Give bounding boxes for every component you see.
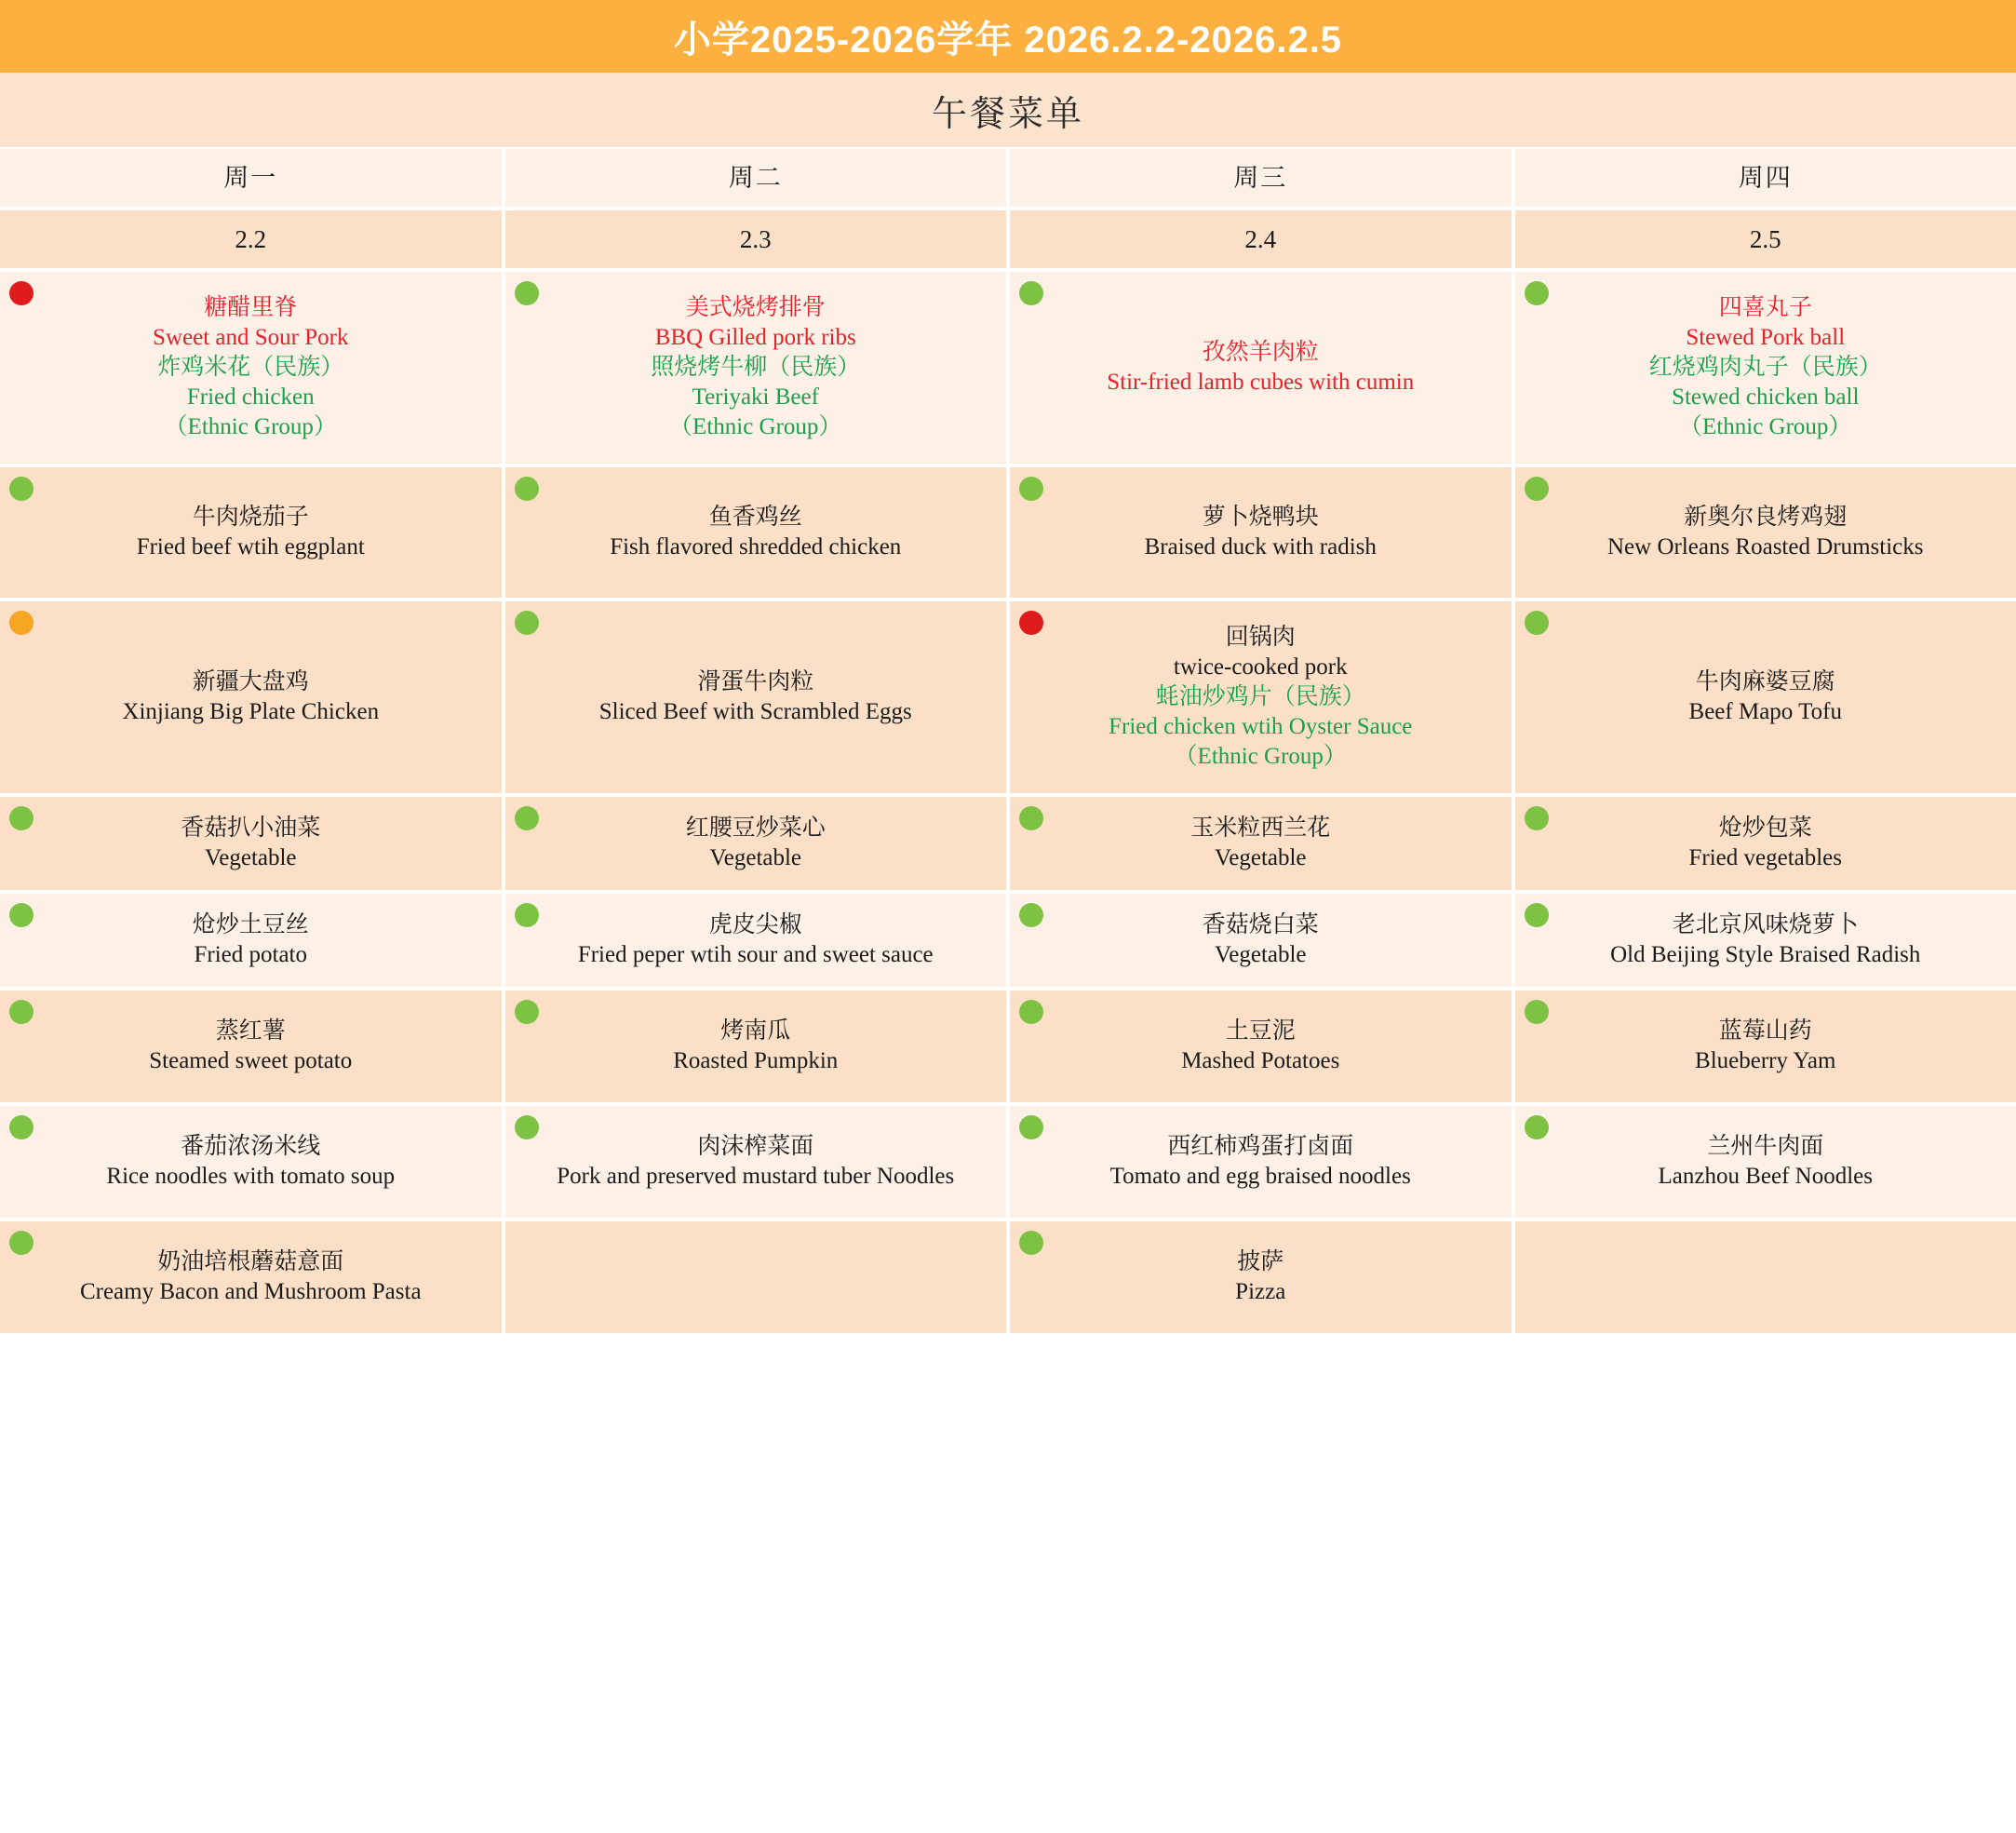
spice-indicator-dot: [9, 1115, 34, 1139]
dish-line: 番茄浓汤米线: [181, 1134, 321, 1159]
dish-line: Vegetable: [1214, 845, 1307, 870]
dish-line: 土豆泥: [1225, 1018, 1296, 1044]
dish-line: BBQ Gilled pork ribs: [654, 325, 856, 350]
menu-cell: [505, 797, 1007, 890]
menu-cell: [1010, 797, 1512, 890]
dish-line: twice-cooked pork: [1173, 654, 1348, 680]
dish-line: Fried beef wtih eggplant: [136, 534, 365, 559]
dish-line: Teriyaki Beef: [692, 384, 819, 410]
spice-indicator-dot: [1019, 477, 1043, 501]
dish-line: 披萨: [1237, 1249, 1284, 1274]
dish-line: 香菇烧白菜: [1202, 912, 1319, 937]
dish-line: Mashed Potatoes: [1181, 1048, 1340, 1073]
spice-indicator-dot: [515, 611, 539, 635]
menu-cell: [0, 1106, 502, 1218]
dish-line: 蓝莓山药: [1718, 1018, 1812, 1044]
dish-line: 回锅肉: [1225, 625, 1296, 650]
dish-line: 新疆大盘鸡: [192, 669, 309, 694]
menu-subtitle: 午餐菜单: [0, 73, 2016, 149]
menu-cell: [1010, 467, 1512, 598]
dish-line: 西红柿鸡蛋打卤面: [1167, 1134, 1354, 1159]
dish-line: 兰州牛肉面: [1707, 1134, 1824, 1159]
dish-line: 炝炒包菜: [1718, 815, 1812, 841]
dish-line: Braised duck with radish: [1144, 534, 1377, 559]
spice-indicator-dot: [1525, 1115, 1549, 1139]
dish-line: 牛肉烧茄子: [192, 505, 309, 530]
dish-line: 孜然羊肉粒: [1202, 340, 1319, 365]
menu-cell: [1010, 894, 1512, 987]
dish-line: Fried potato: [194, 942, 307, 967]
menu-cell: [0, 467, 502, 598]
dish-line: Sweet and Sour Pork: [153, 325, 349, 350]
dish-line: Fried chicken: [186, 384, 315, 410]
dish-line: 虎皮尖椒: [708, 912, 802, 937]
dish-line: 炸鸡米花（民族）: [157, 355, 344, 380]
dish-line: 四喜丸子: [1718, 295, 1812, 320]
dish-line: Fried chicken wtih Oyster Sauce: [1109, 714, 1413, 739]
menu-cell: [1515, 991, 2016, 1102]
spice-indicator-dot: [1525, 806, 1549, 830]
menu-cell: [505, 894, 1007, 987]
dish-line: 老北京风味烧萝卜: [1672, 912, 1859, 937]
menu-cell: [1515, 797, 2016, 890]
dish-line: Roasted Pumpkin: [673, 1048, 839, 1073]
spice-indicator-dot: [515, 477, 539, 501]
menu-cell: [1010, 272, 1512, 464]
spice-indicator-dot: [515, 806, 539, 830]
dish-line: Stewed Pork ball: [1686, 325, 1846, 350]
dish-line: Lanzhou Beef Noodles: [1658, 1164, 1873, 1189]
dish-line: 肉沫榨菜面: [697, 1134, 814, 1159]
spice-indicator-dot: [9, 806, 34, 830]
dish-line: Sliced Beef with Scrambled Eggs: [598, 699, 912, 724]
menu-cell: [505, 1106, 1007, 1218]
dish-line: Tomato and egg braised noodles: [1109, 1164, 1411, 1189]
dish-line: 红腰豆炒菜心: [685, 815, 826, 841]
dish-line: 炝炒土豆丝: [192, 912, 309, 937]
day-header: 周二: [505, 149, 1007, 207]
dish-line: 照烧烤牛柳（民族）: [651, 355, 861, 380]
spice-indicator-dot: [1525, 281, 1549, 305]
dish-line: Old Beijing Style Braised Radish: [1610, 942, 1921, 967]
dish-line: 鱼香鸡丝: [708, 505, 802, 530]
menu-cell: [1515, 272, 2016, 464]
spice-indicator-dot: [1525, 477, 1549, 501]
menu-cell: [0, 1221, 502, 1333]
dish-line: 美式烧烤排骨: [685, 295, 826, 320]
dish-line: 奶油培根蘑菇意面: [157, 1249, 344, 1274]
dish-line: Stewed chicken ball: [1672, 384, 1860, 410]
day-header: 周四: [1515, 149, 2016, 207]
day-header: 周三: [1010, 149, 1512, 207]
dish-line: 蚝油炒鸡片（民族）: [1155, 684, 1365, 709]
dish-line: Vegetable: [709, 845, 802, 870]
dish-line: Xinjiang Big Plate Chicken: [122, 699, 380, 724]
spice-indicator-dot: [1019, 281, 1043, 305]
menu-cell: [505, 601, 1007, 793]
spice-indicator-dot: [1525, 1000, 1549, 1024]
spice-indicator-dot: [1019, 806, 1043, 830]
day-header: 周一: [0, 149, 502, 207]
date-header: 2.5: [1515, 210, 2016, 268]
dish-line: Pork and preserved mustard tuber Noodles: [557, 1164, 955, 1189]
spice-indicator-dot: [1019, 611, 1043, 635]
dish-line: （Ethnic Group）: [1679, 414, 1852, 439]
dish-line: （Ethnic Group）: [1174, 744, 1347, 769]
dish-line: Rice noodles with tomato soup: [106, 1164, 396, 1189]
menu-cell: [1010, 601, 1512, 793]
menu-cell: [1010, 1106, 1512, 1218]
date-header: 2.3: [505, 210, 1007, 268]
dish-line: 萝卜烧鸭块: [1202, 505, 1319, 530]
dish-line: Beef Mapo Tofu: [1688, 699, 1842, 724]
spice-indicator-dot: [1019, 903, 1043, 927]
date-header: 2.2: [0, 210, 502, 268]
dish-line: 蒸红薯: [215, 1018, 286, 1044]
spice-indicator-dot: [1525, 903, 1549, 927]
dish-line: 烤南瓜: [720, 1018, 791, 1044]
spice-indicator-dot: [515, 281, 539, 305]
dish-line: Creamy Bacon and Mushroom Pasta: [79, 1279, 422, 1304]
menu-cell: [0, 991, 502, 1102]
spice-indicator-dot: [9, 477, 34, 501]
dish-line: （Ethnic Group）: [164, 414, 337, 439]
dish-line: New Orleans Roasted Drumsticks: [1606, 534, 1924, 559]
spice-indicator-dot: [1019, 1231, 1043, 1255]
menu-cell: [1515, 1221, 2016, 1333]
dish-line: Pizza: [1235, 1279, 1286, 1304]
menu-cell: [505, 1221, 1007, 1333]
dish-line: 香菇扒小油菜: [181, 815, 321, 841]
menu-cell: [1515, 467, 2016, 598]
spice-indicator-dot: [515, 1115, 539, 1139]
dish-line: 红烧鸡肉丸子（民族）: [1648, 355, 1882, 380]
menu-cell: [0, 797, 502, 890]
spice-indicator-dot: [515, 903, 539, 927]
menu-cell: [505, 467, 1007, 598]
dish-line: Fried vegetables: [1688, 845, 1843, 870]
spice-indicator-dot: [9, 1000, 34, 1024]
dish-line: 新奥尔良烤鸡翅: [1684, 505, 1848, 530]
menu-grid: [0, 149, 2016, 1833]
dish-line: Stir-fried lamb cubes with cumin: [1107, 370, 1415, 395]
dish-line: Vegetable: [1214, 942, 1307, 967]
dish-line: Steamed sweet potato: [149, 1048, 353, 1073]
menu-cell: [0, 272, 502, 464]
spice-indicator-dot: [9, 903, 34, 927]
date-header: 2.4: [1010, 210, 1512, 268]
spice-indicator-dot: [1525, 611, 1549, 635]
spice-indicator-dot: [9, 281, 34, 305]
dish-line: Fried peper wtih sour and sweet sauce: [577, 942, 934, 967]
menu-cell: [505, 272, 1007, 464]
menu-cell: [0, 601, 502, 793]
menu-cell: [1515, 601, 2016, 793]
dish-line: 糖醋里脊: [204, 295, 298, 320]
menu-cell: [1010, 991, 1512, 1102]
dish-line: 滑蛋牛肉粒: [697, 669, 814, 694]
spice-indicator-dot: [9, 611, 34, 635]
menu-cell: [1515, 894, 2016, 987]
dish-line: （Ethnic Group）: [669, 414, 842, 439]
spice-indicator-dot: [9, 1231, 34, 1255]
menu-cell: [1515, 1106, 2016, 1218]
menu-cell: [1010, 1221, 1512, 1333]
menu-cell: [0, 894, 502, 987]
menu-cell: [505, 991, 1007, 1102]
dish-line: Vegetable: [204, 845, 297, 870]
spice-indicator-dot: [515, 1000, 539, 1024]
page-title: 小学2025-2026学年 2026.2.2-2026.2.5: [0, 0, 2016, 73]
dish-line: Blueberry Yam: [1695, 1048, 1836, 1073]
dish-line: 牛肉麻婆豆腐: [1695, 669, 1835, 694]
dish-line: 玉米粒西兰花: [1190, 815, 1331, 841]
spice-indicator-dot: [1019, 1115, 1043, 1139]
dish-line: Fish flavored shredded chicken: [610, 534, 902, 559]
spice-indicator-dot: [1019, 1000, 1043, 1024]
